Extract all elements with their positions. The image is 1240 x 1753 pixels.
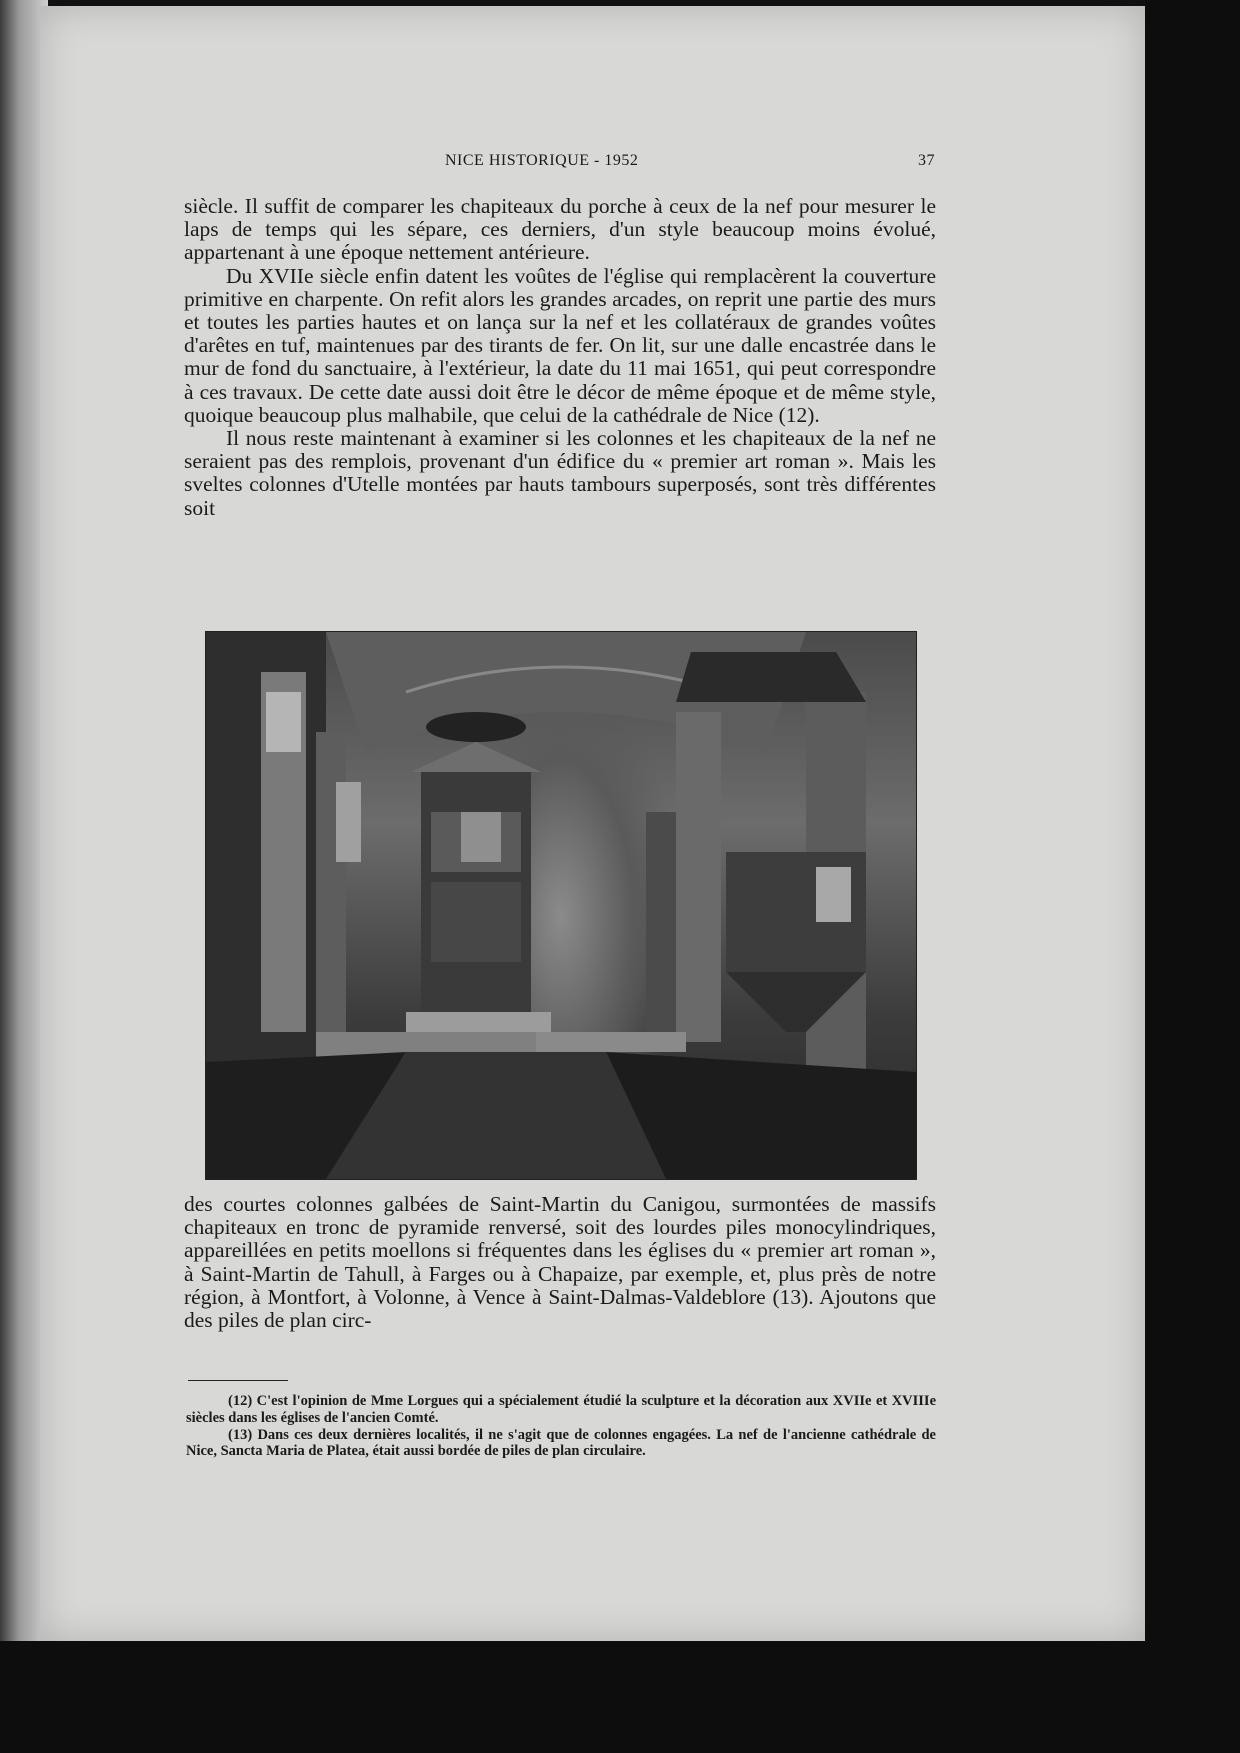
paragraph: Il nous reste maintenant à examiner si les colonnes et les chapiteaux de la nef ne seraient pas des remplois, provenant d'un édifice du « premier art roman ». Mais les sveltes colonnes d'Utelle montées par hauts tambours superposés, sont très différentes soit bbox=[184, 426, 936, 520]
scan-background-bottom bbox=[0, 1641, 1240, 1753]
page-number: 37 bbox=[918, 152, 935, 169]
footnote-separator bbox=[188, 1380, 288, 1381]
footnotes bbox=[186, 1393, 936, 1460]
body-text-bottom bbox=[184, 1193, 936, 1332]
photo-illustration bbox=[206, 632, 916, 1179]
paragraph: siècle. Il suffit de comparer les chapiteaux du porche à ceux de la nef pour mesurer le laps de temps qui les sépare, ces derniers, d'un style beaucoup moins évolué, appartenant à une époque nettement antérieure. bbox=[184, 194, 936, 265]
paragraph: des courtes colonnes galbées de Saint-Martin du Canigou, surmontées de massifs chapiteaux en tronc de pyramide renversé, soit des lourdes piles monocylindriques, appareillées en petits moellons si fréquentes dans les églises du « premier art roman », à Saint-Martin de Tahull, à Farges ou à Chapaize, par exemple, et, plus près de notre région, à Montfort, à Volonne, à Vence à Saint-Dalmas-Valdeblore (13). Ajoutons que des piles de plan circ- bbox=[184, 1192, 936, 1333]
body-text-top bbox=[184, 195, 936, 520]
footnote: (13) Dans ces deux dernières localités, il ne s'agit que de colonnes engagées. La nef de l'ancienne cathédrale de Nice, Sancta Maria de Platea, était aussi bordée de piles de plan circulaire. bbox=[186, 1426, 936, 1460]
church-interior-photograph bbox=[205, 631, 917, 1180]
journal-title: NICE HISTORIQUE - 1952 bbox=[445, 152, 639, 169]
footnote: (12) C'est l'opinion de Mme Lorgues qui a spécialement étudié la sculpture et la décoration aux XVIIe et XVIIIe siècles dans les églises de l'ancien Comté. bbox=[186, 1393, 936, 1426]
paragraph: Du XVIIe siècle enfin datent les voûtes de l'église qui remplacèrent la couverture primitive en charpente. On refit alors les grandes arcades, on reprit une partie des murs et toutes les parties hautes et on lança sur la nef et les collatéraux de grandes voûtes d'arêtes en tuf, maintenues par des tirants de fer. On lit, sur une dalle encastrée dans le mur de fond du sanctuaire, à l'extérieur, la date du 11 mai 1651, qui peut correspondre à ces travaux. De cette date aussi doit être le décor de même époque et de même style, quoique beaucoup plus malhabile, que celui de la cathédrale de Nice (12). bbox=[184, 263, 936, 427]
scan-background-right bbox=[1145, 0, 1240, 1753]
